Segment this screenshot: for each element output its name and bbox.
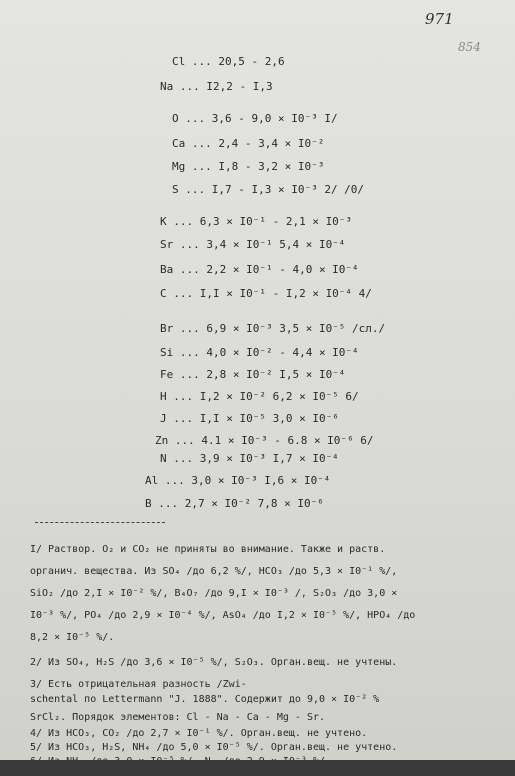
page-bottom-edge bbox=[0, 760, 515, 776]
element-row: Cl ... 20,5 - 2,6 bbox=[172, 55, 285, 68]
element-row: Al ... 3,0 × I0⁻³ I,6 × I0⁻⁴ bbox=[145, 474, 331, 487]
footnote-line: органич. вещества. Из SO₄ /до 6,2 %/, HCO₃ /до 5,3 × I0⁻¹ %/, bbox=[30, 566, 398, 577]
element-row: Zn ... 4.1 × I0⁻³ - 6.8 × I0⁻⁶ 6/ bbox=[155, 434, 374, 447]
footnote-line: 8,2 × I0⁻⁵ %/. bbox=[30, 632, 115, 643]
element-row: Br ... 6,9 × I0⁻³ 3,5 × I0⁻⁵ /сл./ bbox=[160, 322, 386, 335]
element-row: Na ... I2,2 - I,3 bbox=[160, 80, 273, 93]
footnote-line: 3/ Есть отрицательная разность /Zwi- bbox=[30, 679, 247, 690]
footnote-line: schental по Lettermann "J. 1888". Содержит до 9,0 × I0⁻² % bbox=[30, 694, 380, 705]
element-row: N ... 3,9 × I0⁻³ I,7 × I0⁻⁴ bbox=[160, 452, 339, 465]
element-row: Fe ... 2,8 × I0⁻² I,5 × I0⁻⁴ bbox=[160, 368, 346, 381]
element-row: K ... 6,3 × I0⁻¹ - 2,1 × I0⁻³ bbox=[160, 215, 353, 228]
footnote-line: SiO₂ /до 2,I × I0⁻² %/, B₄O₇ /до 9,I × I0⁻³ /, S₂O₃ /до 3,0 × bbox=[30, 588, 398, 599]
element-row: B ... 2,7 × I0⁻² 7,8 × I0⁻⁶ bbox=[145, 497, 324, 510]
footnote-line: I0⁻³ %/, PO₄ /до 2,9 × I0⁻⁴ %/, AsO₄ /до I,2 × I0⁻⁵ %/, HPO₄ /до bbox=[30, 610, 416, 621]
element-row: J ... I,I × I0⁻⁵ 3,0 × I0⁻⁶ bbox=[160, 412, 339, 425]
footnote-line: I/ Раствор. O₂ и CO₂ не приняты во внимание. Также и раств. bbox=[30, 544, 386, 555]
footnote-line: 5/ Из HCO₃, H₂S, NH₄ /до 5,0 × I0⁻⁵ %/. Орган.вещ. не учтено. bbox=[30, 742, 398, 753]
element-row: S ... I,7 - I,3 × I0⁻³ 2/ /0/ bbox=[172, 183, 365, 196]
element-row: Ca ... 2,4 - 3,4 × I0⁻² bbox=[172, 137, 325, 150]
element-row: C ... I,I × I0⁻¹ - I,2 × I0⁻⁴ 4/ bbox=[160, 287, 372, 300]
element-row: Ba ... 2,2 × I0⁻¹ - 4,0 × I0⁻⁴ bbox=[160, 263, 359, 276]
element-row: Sr ... 3,4 × I0⁻¹ 5,4 × I0⁻⁴ bbox=[160, 238, 346, 251]
footnote-separator bbox=[35, 522, 165, 523]
footnote-line: SrCl₂. Порядок элементов: Cl - Na - Ca - Mg - Sr. bbox=[30, 712, 326, 723]
footnote-line: 2/ Из SO₄, H₂S /до 3,6 × I0⁻⁵ %/, S₂O₃. Орган.вещ. не учтены. bbox=[30, 657, 398, 668]
element-row: H ... I,2 × I0⁻² 6,2 × I0⁻⁵ 6/ bbox=[160, 390, 359, 403]
archive-number-stamp: 971 bbox=[425, 10, 454, 28]
footnote-line: 4/ Из HCO₃, CO₂ /до 2,7 × I0⁻¹ %/. Орган.вещ. не учтено. bbox=[30, 728, 368, 739]
archive-number-faded: 854 bbox=[458, 40, 481, 54]
element-row: O ... 3,6 - 9,0 × I0⁻³ I/ bbox=[172, 112, 338, 125]
element-row: Si ... 4,0 × I0⁻² - 4,4 × I0⁻⁴ bbox=[160, 346, 359, 359]
element-row: Mg ... I,8 - 3,2 × I0⁻³ bbox=[172, 160, 325, 173]
